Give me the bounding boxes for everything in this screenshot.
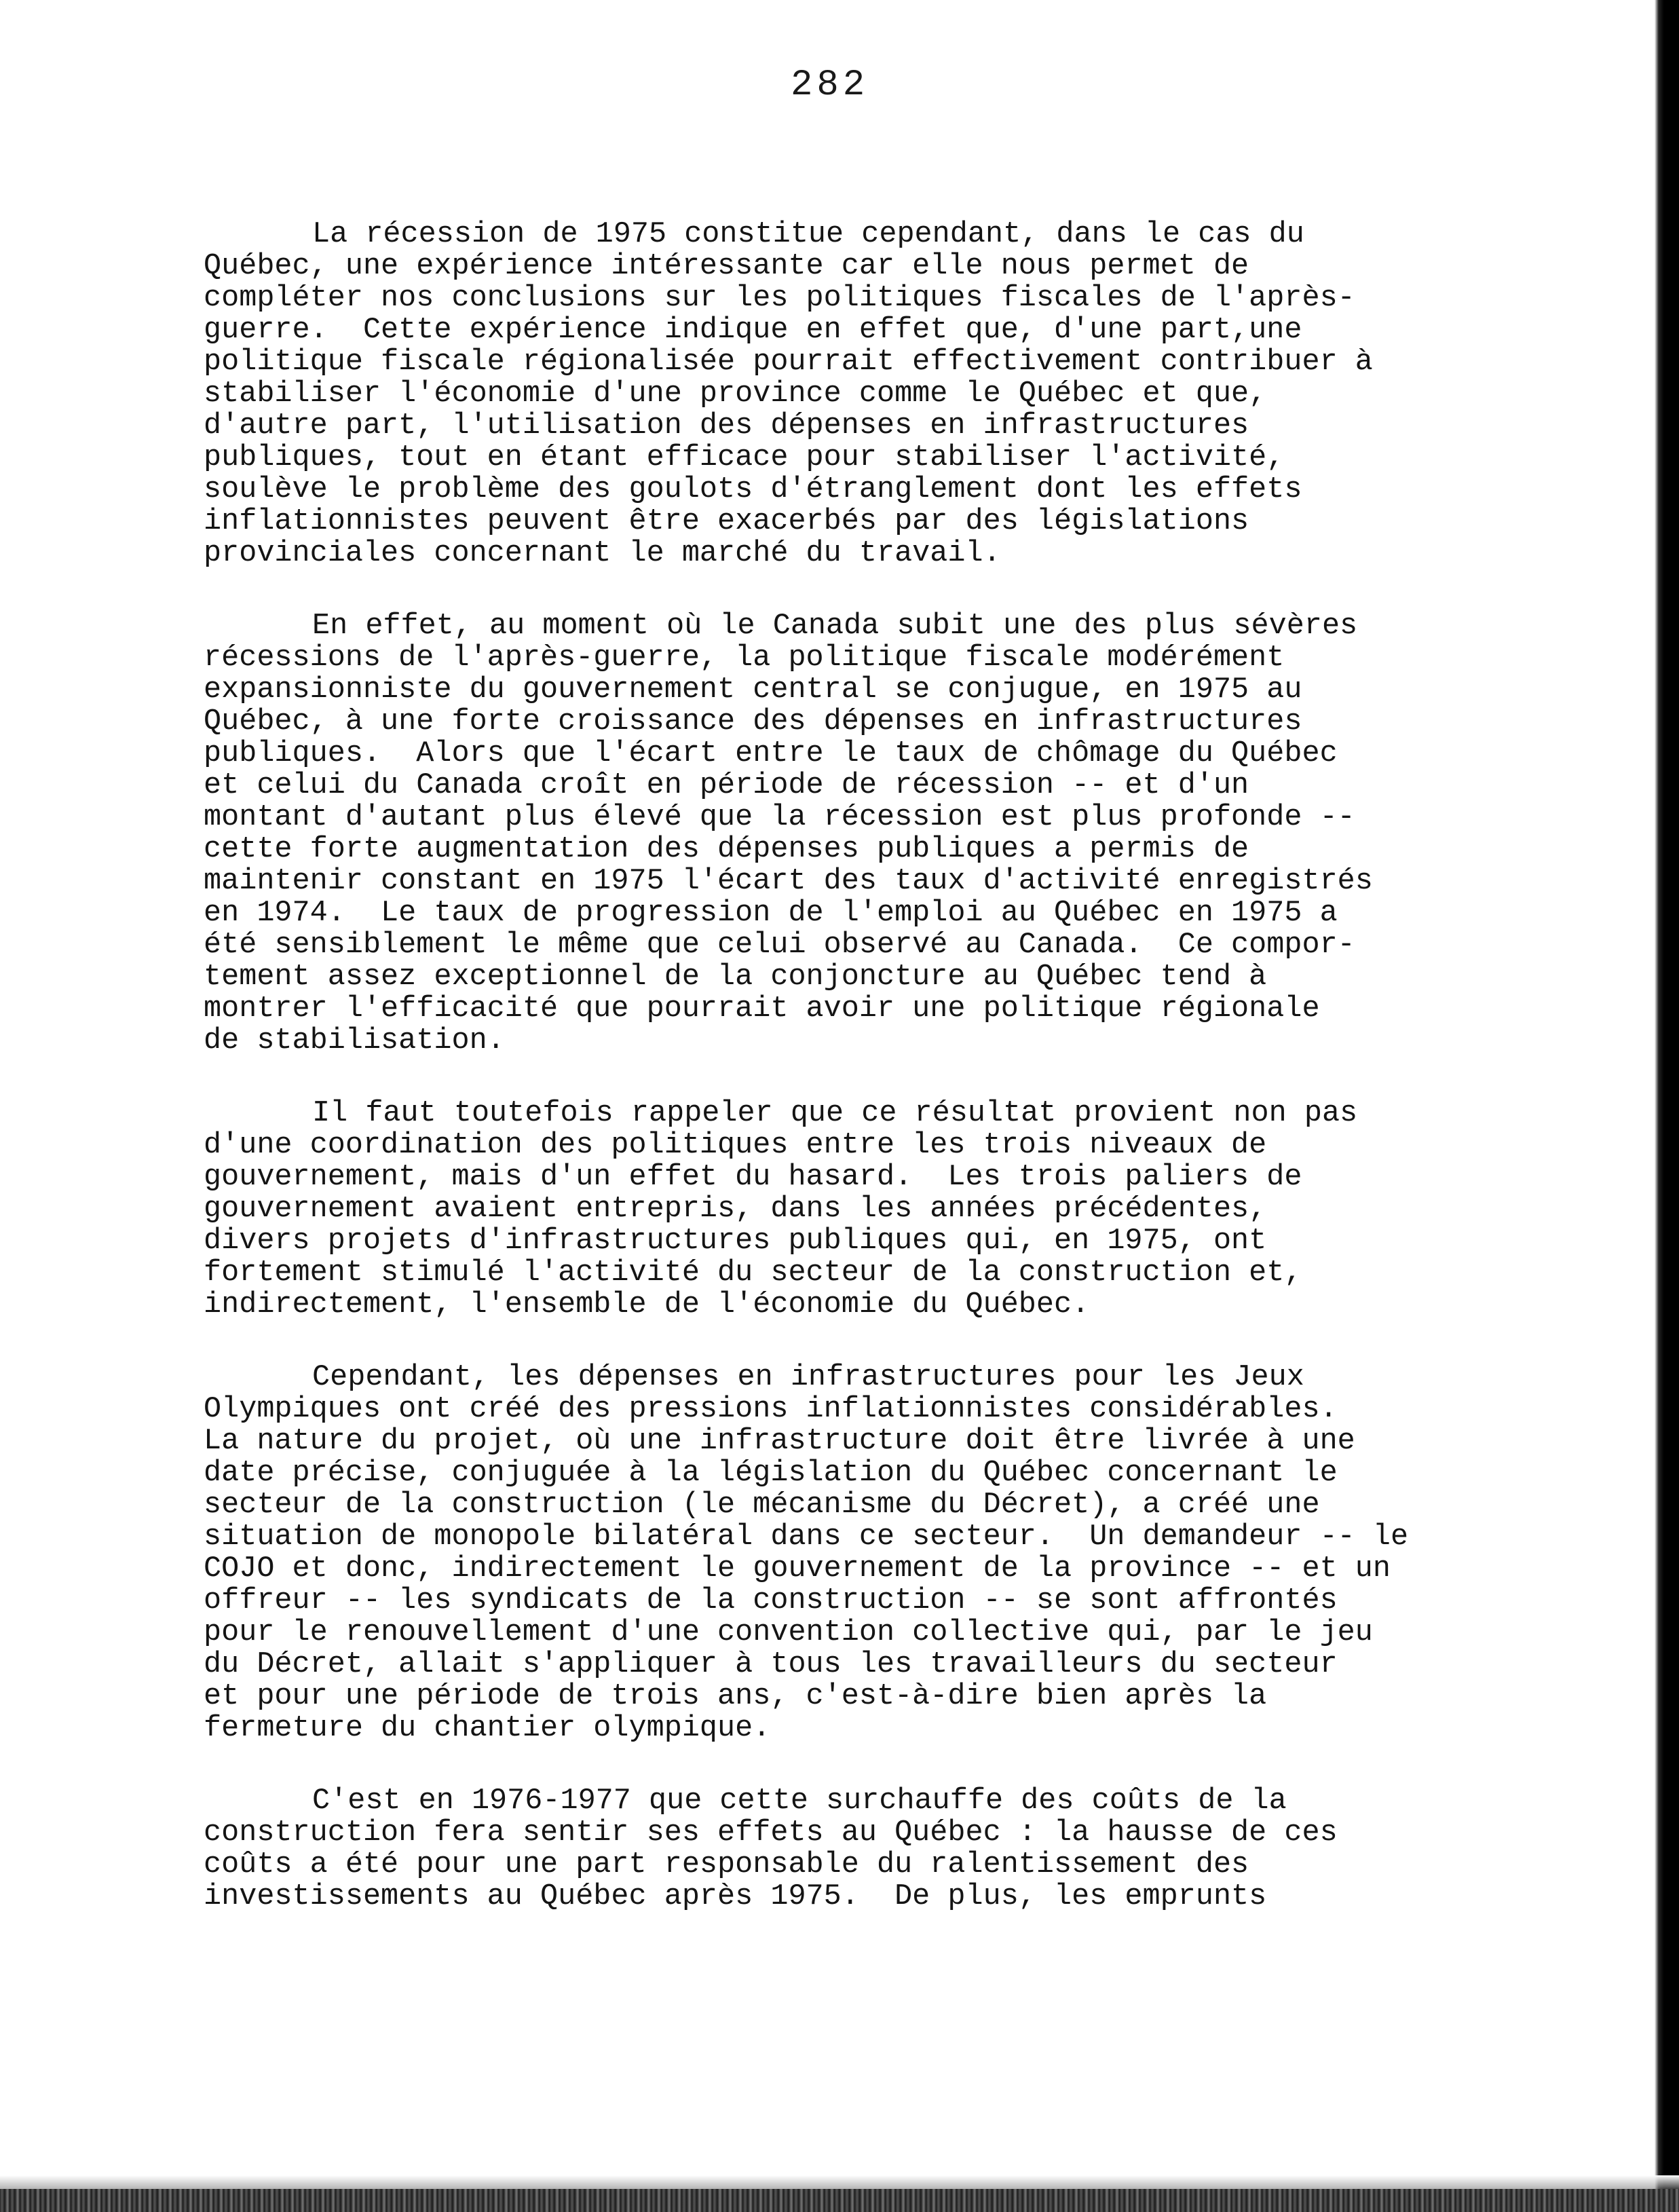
text-line: secteur de la construction (le mécanisme du Décret), a créé une [204,1488,1320,1522]
text-line: La nature du projet, où une infrastructure doit être livrée à une [204,1425,1355,1458]
text-line: Québec, à une forte croissance des dépenses en infrastructures [204,705,1302,738]
text-line: coûts a été pour une part responsable du ralentissement des [204,1848,1249,1881]
text-line: Il faut toutefois rappeler que ce résultat provient non pas [312,1097,1358,1130]
text-line: situation de monopole bilatéral dans ce secteur. Un demandeur -- le [204,1520,1409,1554]
text-line: de stabilisation. [204,1024,505,1057]
text-line: provinciales concernant le marché du travail. [204,537,1001,570]
text-line: récessions de l'après-guerre, la politique fiscale modérément [204,641,1285,675]
text-line: divers projets d'infrastructures publiques qui, en 1975, ont [204,1224,1267,1258]
text-line: et celui du Canada croît en période de récession -- et d'un [204,769,1249,802]
text-line: compléter nos conclusions sur les politiques fiscales de l'après- [204,282,1355,315]
text-line: construction fera sentir ses effets au Québec : la hausse de ces [204,1816,1338,1850]
scan-border-bottom [0,2189,1679,2212]
text-line: publiques, tout en étant efficace pour stabiliser l'activité, [204,441,1285,474]
text-line: En effet, au moment où le Canada subit une des plus sévères [312,610,1358,643]
text-line: et pour une période de trois ans, c'est-à-dire bien après la [204,1680,1267,1713]
text-line: d'une coordination des politiques entre les trois niveaux de [204,1129,1267,1162]
text-line: indirectement, l'ensemble de l'économie du Québec. [204,1288,1090,1321]
text-line: gouvernement, mais d'un effet du hasard. Les trois paliers de [204,1161,1302,1194]
text-line: cette forte augmentation des dépenses publiques a permis de [204,833,1249,866]
text-line: Québec, une expérience intéressante car elle nous permet de [204,250,1249,283]
text-line: Cependant, les dépenses en infrastructures pour les Jeux [312,1361,1304,1394]
text-line: montant d'autant plus élevé que la récession est plus profonde -- [204,801,1355,834]
text-line: C'est en 1976-1977 que cette surchauffe des coûts de la [312,1784,1287,1818]
text-line: guerre. Cette expérience indique en effet que, d'une part,une [204,314,1302,347]
text-line: d'autre part, l'utilisation des dépenses en infrastructures [204,409,1249,443]
paragraph-2 [204,610,1493,1057]
text-line: soulève le problème des goulots d'étranglement dont les effets [204,473,1302,506]
text-line: montrer l'efficacité que pourrait avoir une politique régionale [204,992,1320,1026]
text-line: pour le renouvellement d'une convention collective qui, par le jeu [204,1616,1373,1649]
text-line: été sensiblement le même que celui observé au Canada. Ce compor- [204,929,1355,962]
text-line: en 1974. Le taux de progression de l'emploi au Québec en 1975 a [204,897,1338,930]
paragraph-4 [204,1362,1493,1744]
text-line: expansionniste du gouvernement central se conjugue, en 1975 au [204,673,1302,707]
text-line: maintenir constant en 1975 l'écart des taux d'activité enregistrés [204,865,1373,898]
text-line: gouvernement avaient entrepris, dans les années précédentes, [204,1193,1267,1226]
body-text [204,219,1493,1953]
text-line: COJO et donc, indirectement le gouvernement de la province -- et un [204,1552,1391,1586]
text-line: tement assez exceptionnel de la conjoncture au Québec tend à [204,960,1267,994]
text-line: investissements au Québec après 1975. De plus, les emprunts [204,1880,1267,1913]
text-line: fortement stimulé l'activité du secteur de la construction et, [204,1256,1302,1290]
text-line: Olympiques ont créé des pressions inflationnistes considérables. [204,1393,1338,1426]
page-number: 282 [791,64,869,106]
paragraph-1 [204,219,1493,569]
text-line: stabiliser l'économie d'une province comme le Québec et que, [204,377,1267,411]
paragraph-5 [204,1785,1493,1913]
text-line: La récession de 1975 constitue cependant, dans le cas du [312,218,1304,251]
text-line: date précise, conjuguée à la législation du Québec concernant le [204,1457,1338,1490]
text-line: politique fiscale régionalisée pourrait effectivement contribuer à [204,345,1373,379]
scan-shadow-bottom [0,2175,1679,2189]
text-line: du Décret, allait s'appliquer à tous les travailleurs du secteur [204,1648,1338,1681]
text-line: offreur -- les syndicats de la construction -- se sont affrontés [204,1584,1338,1617]
paragraph-3 [204,1098,1493,1321]
text-line: publiques. Alors que l'écart entre le taux de chômage du Québec [204,737,1338,770]
text-line: inflationnistes peuvent être exacerbés par des législations [204,505,1249,538]
scan-border-right [1655,0,1679,2212]
text-line: fermeture du chantier olympique. [204,1712,771,1745]
